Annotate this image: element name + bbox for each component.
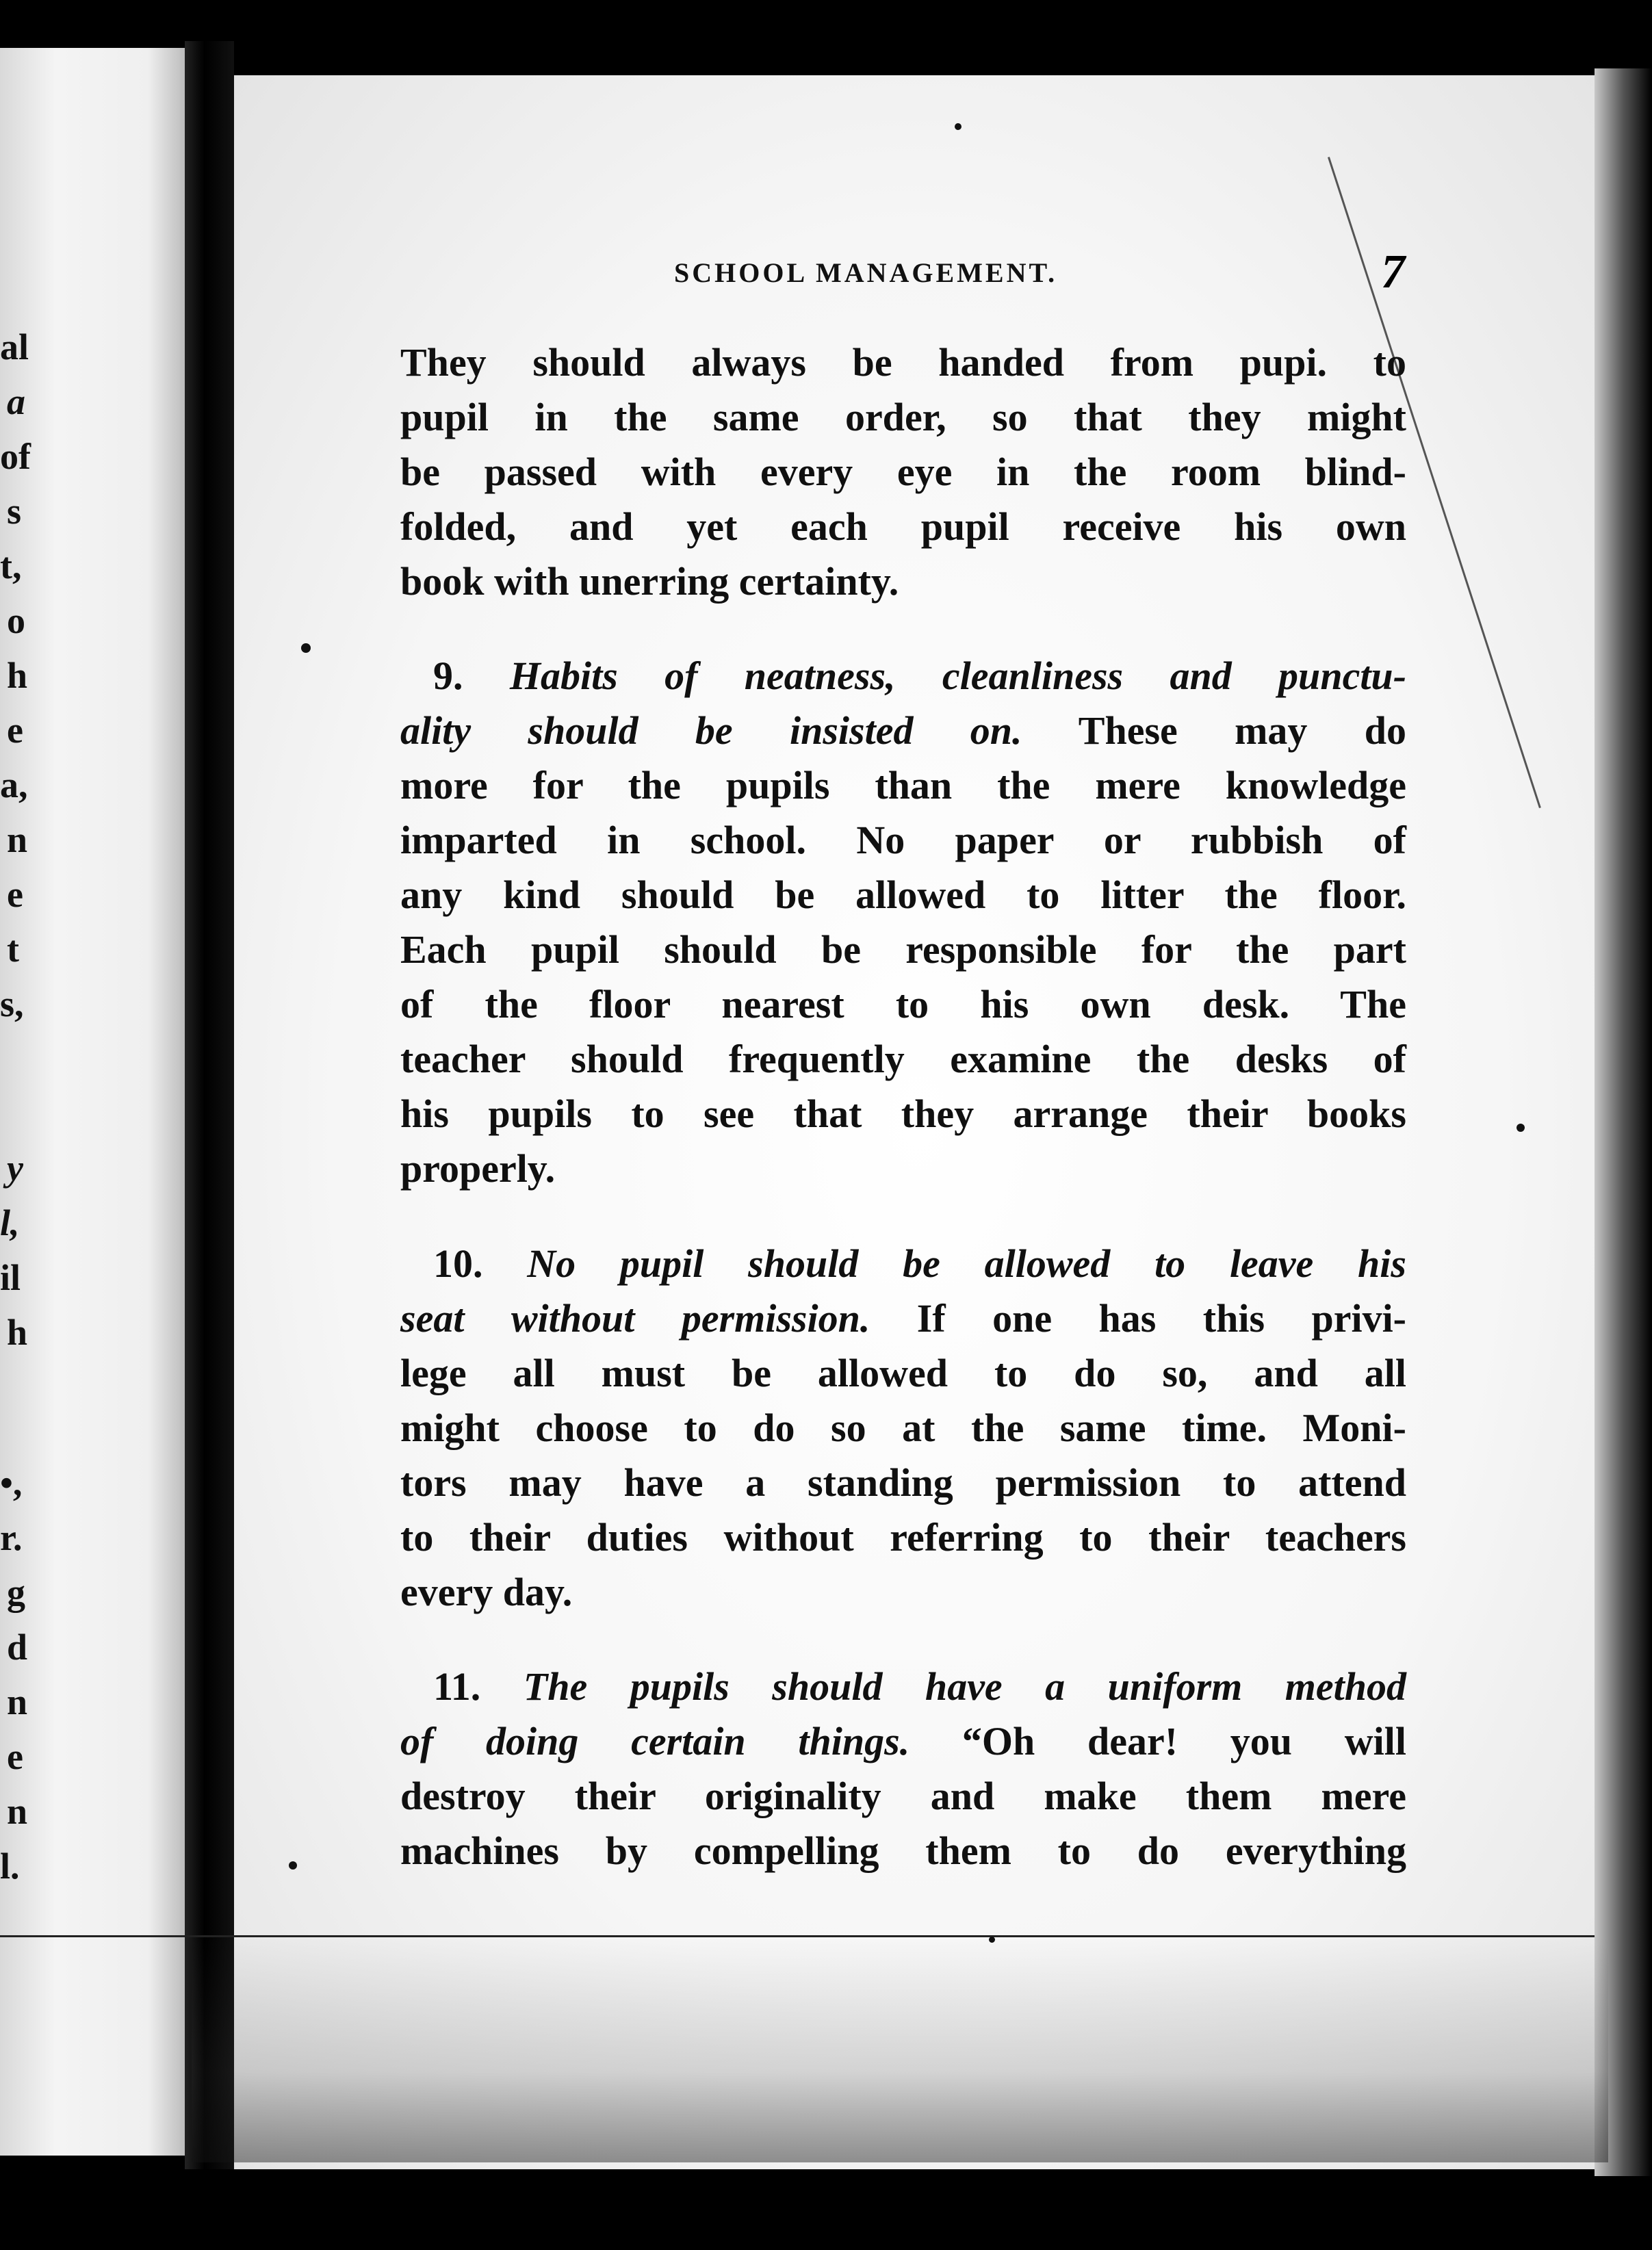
text-line: tors may have a standing permission to attend bbox=[400, 1460, 1406, 1505]
text-line: They should always be handed from pupi. to bbox=[400, 340, 1406, 385]
text-line: lege all must be allowed to do so, and all bbox=[400, 1351, 1406, 1395]
scan-speck bbox=[289, 1861, 297, 1870]
text-line: any kind should be allowed to litter the floor. bbox=[400, 872, 1406, 917]
page-number: 7 bbox=[1381, 246, 1405, 298]
italic-heading: ality should be insisted on. bbox=[400, 708, 1022, 753]
previous-page-fragment: e bbox=[7, 1736, 23, 1777]
paragraph-9 bbox=[400, 649, 1406, 1196]
text-line bbox=[400, 1237, 1406, 1291]
italic-heading: seat without permission. bbox=[400, 1296, 870, 1341]
text-line bbox=[400, 703, 1406, 758]
text-line bbox=[400, 1659, 1406, 1714]
previous-page-fragment: il bbox=[0, 1257, 21, 1298]
text-line: destroy their originality and make them mere bbox=[400, 1774, 1406, 1818]
previous-page-fragment: of bbox=[0, 436, 31, 477]
text-line: his pupils to see that they arrange their books bbox=[400, 1091, 1406, 1136]
text-line: to their duties without referring to their teachers bbox=[400, 1515, 1406, 1560]
text-span: “Oh dear! you will bbox=[909, 1719, 1406, 1763]
page-right-edge bbox=[1595, 68, 1652, 2176]
previous-page-fragment: l. bbox=[0, 1846, 20, 1887]
previous-page-fragment: y bbox=[7, 1148, 23, 1189]
text-line: of the floor nearest to his own desk. The bbox=[400, 982, 1406, 1026]
previous-page-fragment: e bbox=[7, 710, 23, 751]
text-line bbox=[400, 1714, 1406, 1769]
page-bottom-shadow bbox=[192, 1937, 1608, 2162]
text-line: Each pupil should be responsible for the part bbox=[400, 927, 1406, 972]
text-line: might choose to do so at the same time. Moni- bbox=[400, 1406, 1406, 1450]
previous-page-fragment: n bbox=[7, 819, 28, 860]
italic-heading: Habits of neatness, cleanliness and punctu- bbox=[509, 654, 1407, 698]
text-line: imparted in school. No paper or rubbish of bbox=[400, 818, 1406, 862]
previous-page-fragment: s bbox=[7, 491, 22, 532]
paragraph-1 bbox=[400, 335, 1406, 609]
previous-page-fragment: n bbox=[7, 1681, 28, 1722]
text-span: If one has this privi- bbox=[870, 1296, 1406, 1341]
paragraph-number: 11. bbox=[433, 1664, 481, 1709]
previous-page-fragment: r. bbox=[0, 1517, 23, 1558]
text-line: properly. bbox=[400, 1146, 556, 1191]
text-span: These may do bbox=[1022, 708, 1406, 753]
previous-page-fragment: a, bbox=[0, 764, 28, 805]
text-line: more for the pupils than the mere knowledge bbox=[400, 763, 1406, 807]
previous-page-fragment: o bbox=[7, 600, 25, 641]
previous-page-fragment: t bbox=[7, 929, 19, 970]
text-line bbox=[400, 1291, 1406, 1346]
text-line: book with unerring certainty. bbox=[400, 559, 899, 604]
italic-heading: No pupil should be allowed to leave his bbox=[527, 1241, 1406, 1286]
previous-page-fragment: d bbox=[7, 1627, 28, 1668]
previous-page-fragment: a bbox=[7, 381, 25, 422]
previous-page-fragment: g bbox=[7, 1572, 25, 1613]
previous-page-fragment: l, bbox=[0, 1202, 20, 1243]
previous-page-fragment: •, bbox=[0, 1462, 23, 1503]
italic-heading: The pupils should have a uniform method bbox=[523, 1664, 1406, 1709]
scan-speck bbox=[1517, 1124, 1525, 1132]
book-gutter bbox=[185, 41, 234, 2169]
text-line: folded, and yet each pupil receive his own bbox=[400, 504, 1406, 549]
previous-page-fragment: e bbox=[7, 874, 23, 915]
previous-page-fragment: h bbox=[7, 655, 28, 696]
paragraph-11 bbox=[400, 1659, 1406, 1878]
scan-speck bbox=[955, 123, 961, 130]
italic-heading: of doing certain things. bbox=[400, 1719, 910, 1763]
scan-speck bbox=[989, 1937, 995, 1943]
text-line: teacher should frequently examine the desks of bbox=[400, 1037, 1406, 1081]
running-head: SCHOOL MANAGEMENT. bbox=[674, 257, 1058, 288]
previous-page-fragment: h bbox=[7, 1312, 28, 1353]
text-line bbox=[400, 649, 1406, 703]
previous-page-fragment: s, bbox=[0, 983, 24, 1024]
text-line: machines by compelling them to do everything bbox=[400, 1828, 1406, 1873]
paragraph-10 bbox=[400, 1237, 1406, 1620]
scan-speck bbox=[301, 643, 311, 653]
text-line: be passed with every eye in the room blind- bbox=[400, 450, 1406, 494]
paragraph-number: 9. bbox=[433, 654, 463, 698]
text-line: every day. bbox=[400, 1570, 573, 1614]
paragraph-number: 10. bbox=[433, 1241, 483, 1286]
text-line: pupil in the same order, so that they might bbox=[400, 395, 1406, 439]
previous-page-fragment: al bbox=[0, 326, 29, 367]
previous-page-fragment: n bbox=[7, 1791, 28, 1832]
previous-page-fragment: t, bbox=[0, 545, 22, 586]
